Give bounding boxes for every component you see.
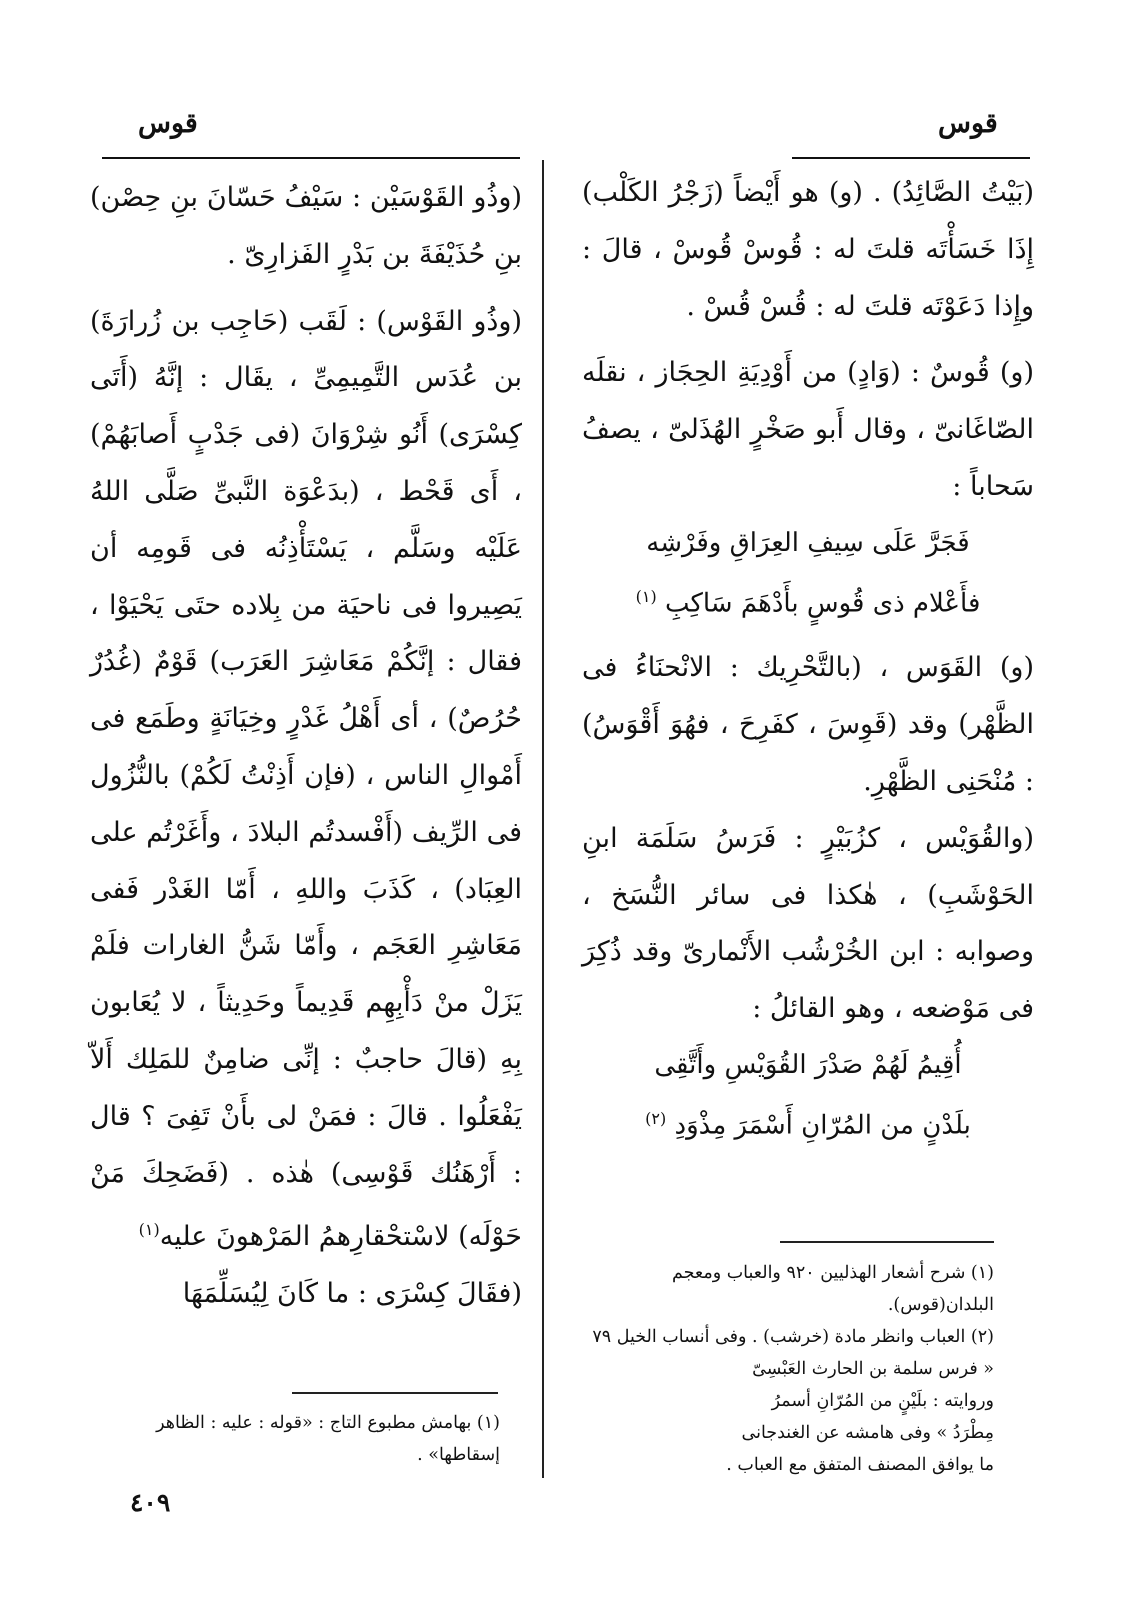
entry-paragraph (90, 294, 522, 1267)
footnote: (٢) العباب وانظر مادة (خرشب) . وفى أنساب الخيل ٧٩ (592, 1327, 994, 1347)
footnote-marker: (١) (138, 1220, 160, 1240)
footnote: (١) بهامش مطبوع التاج : «قوله : عليه : الظاهر إسقاطها» . (156, 1413, 500, 1465)
footnotes-left (120, 1407, 500, 1471)
running-head-left: قوس (138, 108, 198, 139)
left-column (90, 170, 522, 1323)
column-divider (542, 160, 544, 1478)
page-number: ٤٠٩ (130, 1488, 171, 1517)
footnote-rule-right (780, 1241, 994, 1243)
verse-line (582, 570, 1034, 631)
right-column (582, 165, 1034, 1153)
header-rule-left (102, 157, 520, 159)
entry-paragraph: (والقُوَيْس ، كزُبَيْرٍ : فَرَسُ سَلَمَة ابنِ الحَوْشَبِ) ، هٰكذا فى سائر النُّسَخ ، وصوابه : ابن الخُرْشُب الأَنْمارىّ وقد ذُكِرَ فى مَوْضعه ، وهو القائلُ : (582, 822, 1034, 1025)
entry-text: (وذُو القَوْس) : لَقَب (حَاجِب بن زُرارَةَ) بن عُدَس التَّمِيمِىِّ ، يقَال : إنَّهُ (أَتَى كِسْرَى) أَنُو شِرْوَانَ (فى جَدْبٍ أَصابَهُمْ) ، أَى قَحْط ، (بدَعْوَة النَّبىِّ صَلَّى اللهُ عَلَيْه وسَلَّم ، يَسْتَأْذِنُه فى قَومِه أن يَصِيروا فى ناحيَة من بِلاده حتَى يَحْيَوْا ، فقال : إنَّكُمْ مَعَاشِرَ العَرَب) قَوْمٌ (غُدُرٌ حُرُصٌ) ، أى أَهْلُ غَدْرٍ وخِيَانَةٍ وطَمَع فى أَمْوالِ الناس ، (فإن أَذِنْتُ لَكُمْ) بالنُّزُول فى الرِّيف (أَفْسدتُم البلادَ ، وأَغَرْتُم على العِبَاد) ، كَذَبَ واللهِ ، أَمّا الغَدْر فَفى مَعَاشِرِ العَجَم ، وأَمّا شَنُّ الغارات فلَمْ يَزَلْ منْ دَأْبِهِم قَدِيماً وحَدِيثاً ، لا يُعَابون بِهِ (قالَ حاجبٌ : إنِّى ضامِنٌ للمَلِك أَلاّ يَفْعَلُوا . قالَ : فمَنْ لى بأَنْ تَفِىَ ؟ قال : أَرْهَنُك قَوْسِى) هٰذه . (فَضَحِكَ مَنْ حَوْلَه) لاسْتحْقارِهمُ المَرْهونَ عليه (90, 305, 523, 1253)
footnote: ما يوافق المصنف المتفق مع العباب . (726, 1455, 994, 1475)
verse-line: أُقِيمُ لَهُمْ صَدْرَ القُوَيْسِ وأَتَّقِى (654, 1050, 962, 1081)
verse-line: فَجَرَّ عَلَى سِيفِ العِرَاقِ وفَرْشِه (646, 527, 970, 558)
footnote-marker: (١) (635, 586, 657, 606)
entry-paragraph: (و) قُوسٌ : (وَادٍ) من أَوْدِيَةِ الحِجَاز ، نقلَه الصّاغَانىّ ، وقال أَبو صَخْرٍ الهُذَلىّ ، يصفُ سَحاباً : (582, 357, 1034, 502)
footnotes-right (574, 1257, 994, 1481)
verse-text: بلَدْنٍ من المُرّانِ أَسْمَرَ مِذْوَدِ (674, 1110, 971, 1141)
footnote: مِطْرَدُ » وفى هامشه عن الغندجانى (741, 1423, 994, 1443)
entry-paragraph: (وذُو القَوْسَيْن : سَيْفُ حَسّانَ بنِ حِصْن) بنِ حُذَيْفَةَ بن بَدْرٍ الفَزارِىّ . (90, 182, 522, 270)
footnote: « فرس سلمة بن الحارث العَبْسِىّ (752, 1359, 994, 1379)
entry-paragraph: (بَيْتُ الصَّائِدُ) . (و) هو أَيْضاً (زَجْرُ الكَلْب) إِذَا خَسَأْتَه قلتَ له : قُوسْ قُوسْ ، قالَ : وإِذا دَعَوْتَه قلتَ له : قُسْ قُسْ . (582, 177, 1034, 322)
footnote-marker: (٢) (645, 1109, 667, 1129)
verse-line (582, 1092, 1034, 1153)
footnote-rule-left (292, 1392, 498, 1394)
verse-text: فأَعْلام ذى قُوسٍ بأَدْهَمَ سَاكِبِ (664, 588, 981, 619)
footnote: وروايته : بلَيْنٍ من المُرّانِ أسمرُ (771, 1391, 994, 1411)
entry-paragraph: (و) القَوَس ، (بالتَّحْرِيك : الانْحنَاءُ فى الظَّهْر) وقد (قَوِسَ ، كفَرِحَ ، فهُوَ أَقْوَسُ) : مُنْحَنِى الظَّهْرِ. (582, 652, 1034, 798)
entry-paragraph: (فقَالَ كِسْرَى : ما كَانَ لِيُسَلِّمَهَا (182, 1278, 522, 1310)
header-rule-right (792, 157, 1030, 159)
running-head-right: قوس (938, 108, 998, 139)
footnote: (١) شرح أشعار الهذليين ٩٢٠ والعباب ومعجم البلدان(قوس). (671, 1263, 994, 1315)
